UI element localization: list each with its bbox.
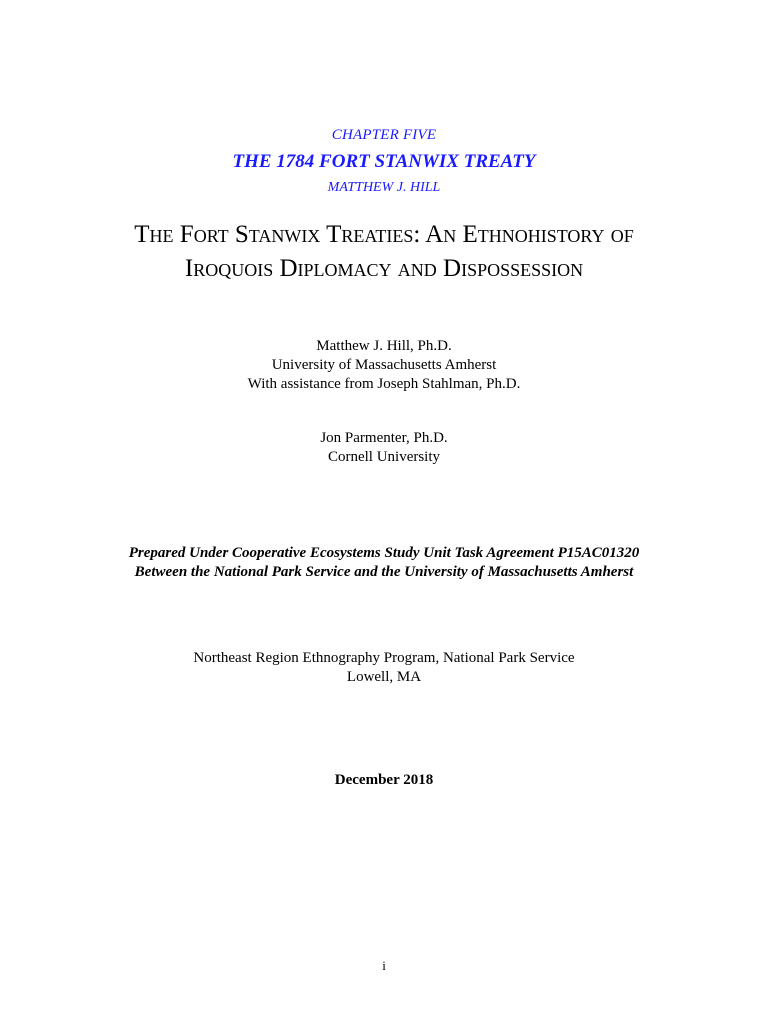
publication-date: December 2018: [334, 772, 434, 788]
author-name: Matthew J. Hill, Ph.D.: [316, 338, 452, 354]
report-title-line-2: Iroquois Diplomacy and Dispossession: [184, 255, 584, 282]
chapter-label: CHAPTER FIVE: [331, 127, 437, 143]
report-title-line-1: The Fort Stanwix Treaties: An Ethnohistory of: [134, 221, 634, 248]
author-assistance: With assistance from Joseph Stahlman, Ph.D.: [247, 376, 521, 392]
program-location: Lowell, MA: [346, 669, 422, 685]
chapter-author: MATTHEW J. HILL: [327, 180, 441, 195]
page-number: i: [382, 958, 386, 973]
author-affiliation: University of Massachusetts Amherst: [271, 357, 497, 373]
agreement-line-2: Between the National Park Service and the University of Massachusetts Amherst: [134, 564, 634, 580]
coauthor-name: Jon Parmenter, Ph.D.: [320, 430, 448, 446]
coauthor-affiliation: Cornell University: [327, 449, 441, 465]
agreement-line-1: Prepared Under Cooperative Ecosystems Study Unit Task Agreement P15AC01320: [128, 545, 640, 561]
program-name: Northeast Region Ethnography Program, National Park Service: [193, 650, 575, 666]
chapter-title: THE 1784 FORT STANWIX TREATY: [232, 151, 536, 172]
